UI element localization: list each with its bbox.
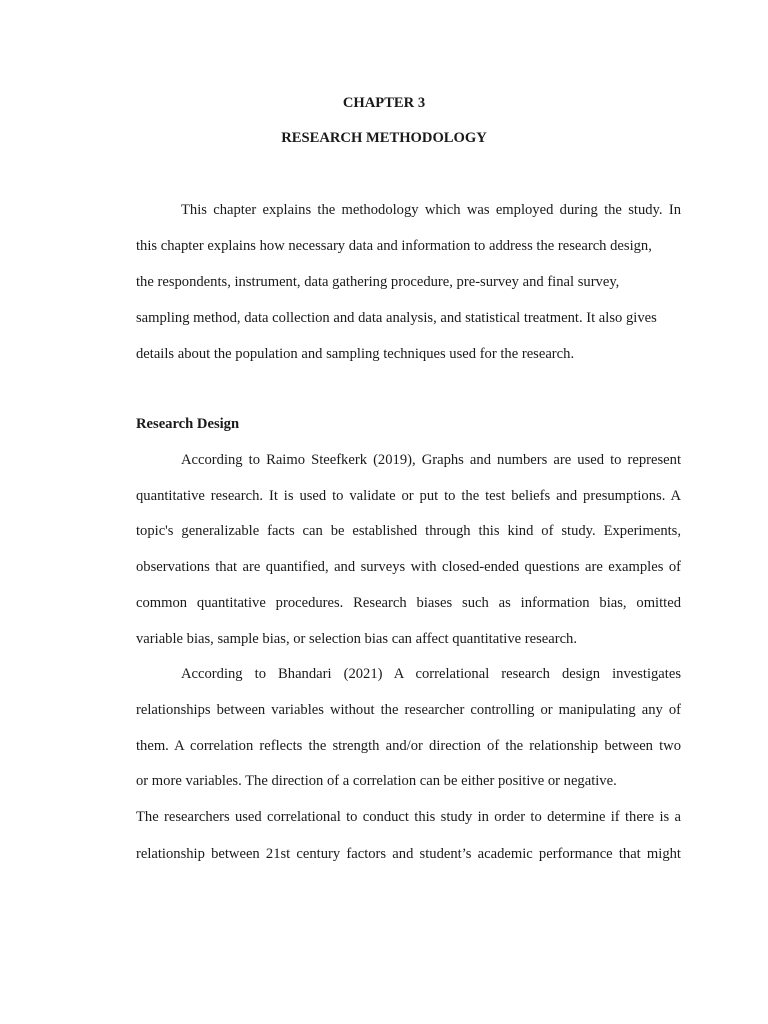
chapter-title: RESEARCH METHODOLOGY bbox=[281, 130, 487, 146]
intro-line: This chapter explains the methodology which was employed during the study. In bbox=[181, 202, 681, 218]
paragraph-line: relationship between 21st century factors and student’s academic performance that might bbox=[136, 846, 681, 862]
paragraph-line: common quantitative procedures. Research biases such as information bias, omitted bbox=[136, 595, 681, 611]
intro-line: the respondents, instrument, data gathering procedure, pre-survey and final survey, bbox=[136, 274, 620, 290]
paragraph-line: them. A correlation reflects the strength and/or direction of the relationship between two bbox=[136, 738, 681, 754]
intro-line: details about the population and sampling techniques used for the research. bbox=[136, 346, 575, 362]
paragraph-line: The researchers used correlational to conduct this study in order to determine if there is a bbox=[136, 809, 681, 825]
paragraph-line: or more variables. The direction of a correlation can be either positive or negative. bbox=[136, 773, 617, 789]
intro-line: sampling method, data collection and data analysis, and statistical treatment. It also gives bbox=[136, 310, 657, 326]
section-heading-research-design: Research Design bbox=[136, 416, 240, 432]
paragraph-line: quantitative research. It is used to validate or put to the test beliefs and presumptions. A bbox=[136, 488, 681, 504]
paragraph-line: According to Raimo Steefkerk (2019), Graphs and numbers are used to represent bbox=[181, 452, 681, 468]
paragraph-line: observations that are quantified, and surveys with closed-ended questions are examples of bbox=[136, 559, 681, 575]
paragraph-line: variable bias, sample bias, or selection bias can affect quantitative research. bbox=[136, 631, 578, 647]
intro-line: this chapter explains how necessary data and information to address the research design, bbox=[136, 238, 652, 254]
chapter-number: CHAPTER 3 bbox=[342, 95, 426, 111]
paragraph-line: topic's generalizable facts can be established through this kind of study. Experiments, bbox=[136, 523, 681, 539]
paragraph-line: According to Bhandari (2021) A correlational research design investigates bbox=[181, 666, 681, 682]
paragraph-line: relationships between variables without the researcher controlling or manipulating any of bbox=[136, 702, 681, 718]
